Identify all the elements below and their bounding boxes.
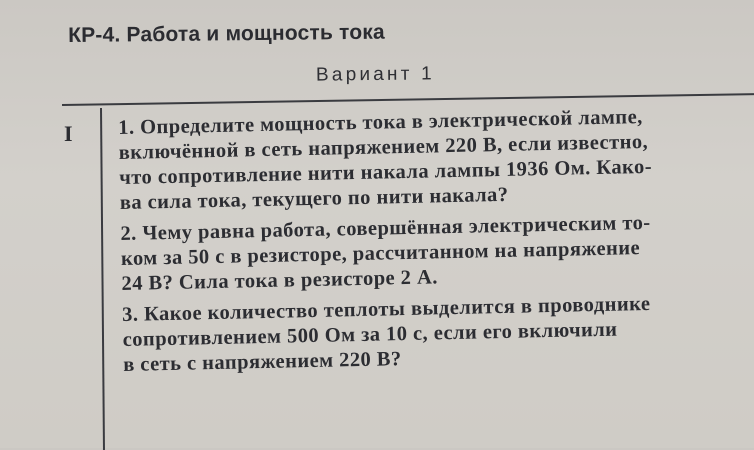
- task-line: 2. Чему равна работа, совершённая электрическим то-: [120, 211, 651, 245]
- task-line: включённой в сеть напряжением 220 В, если известно,: [118, 130, 649, 164]
- difficulty-level: I: [64, 121, 73, 146]
- page-title: КР-4. Работа и мощность тока: [68, 20, 385, 47]
- task-line: 1. Определите мощность тока в электрической лампе,: [118, 106, 643, 139]
- table-column-divider: [100, 108, 105, 450]
- task-list: [118, 103, 743, 384]
- task-3: [122, 290, 743, 378]
- task-2: [120, 209, 741, 297]
- task-line: сопротивлением 500 Ом за 10 с, если его включили: [122, 318, 618, 351]
- task-1: [118, 103, 740, 216]
- task-line: что сопротивление нити накала лампы 1936 Ом. Како-: [119, 155, 653, 189]
- task-line: ком за 50 с в резисторе, рассчитанном на напряжение: [120, 237, 641, 270]
- task-line: ва сила тока, текущего по нити накала?: [119, 183, 509, 214]
- variant-heading: Вариант 1: [315, 63, 435, 86]
- task-line: в сеть с напряжением 220 В?: [122, 348, 402, 376]
- task-line: 24 В? Сила тока в резисторе 2 А.: [121, 266, 439, 295]
- task-line: 3. Какое количество теплоты выделится в проводнике: [121, 292, 651, 326]
